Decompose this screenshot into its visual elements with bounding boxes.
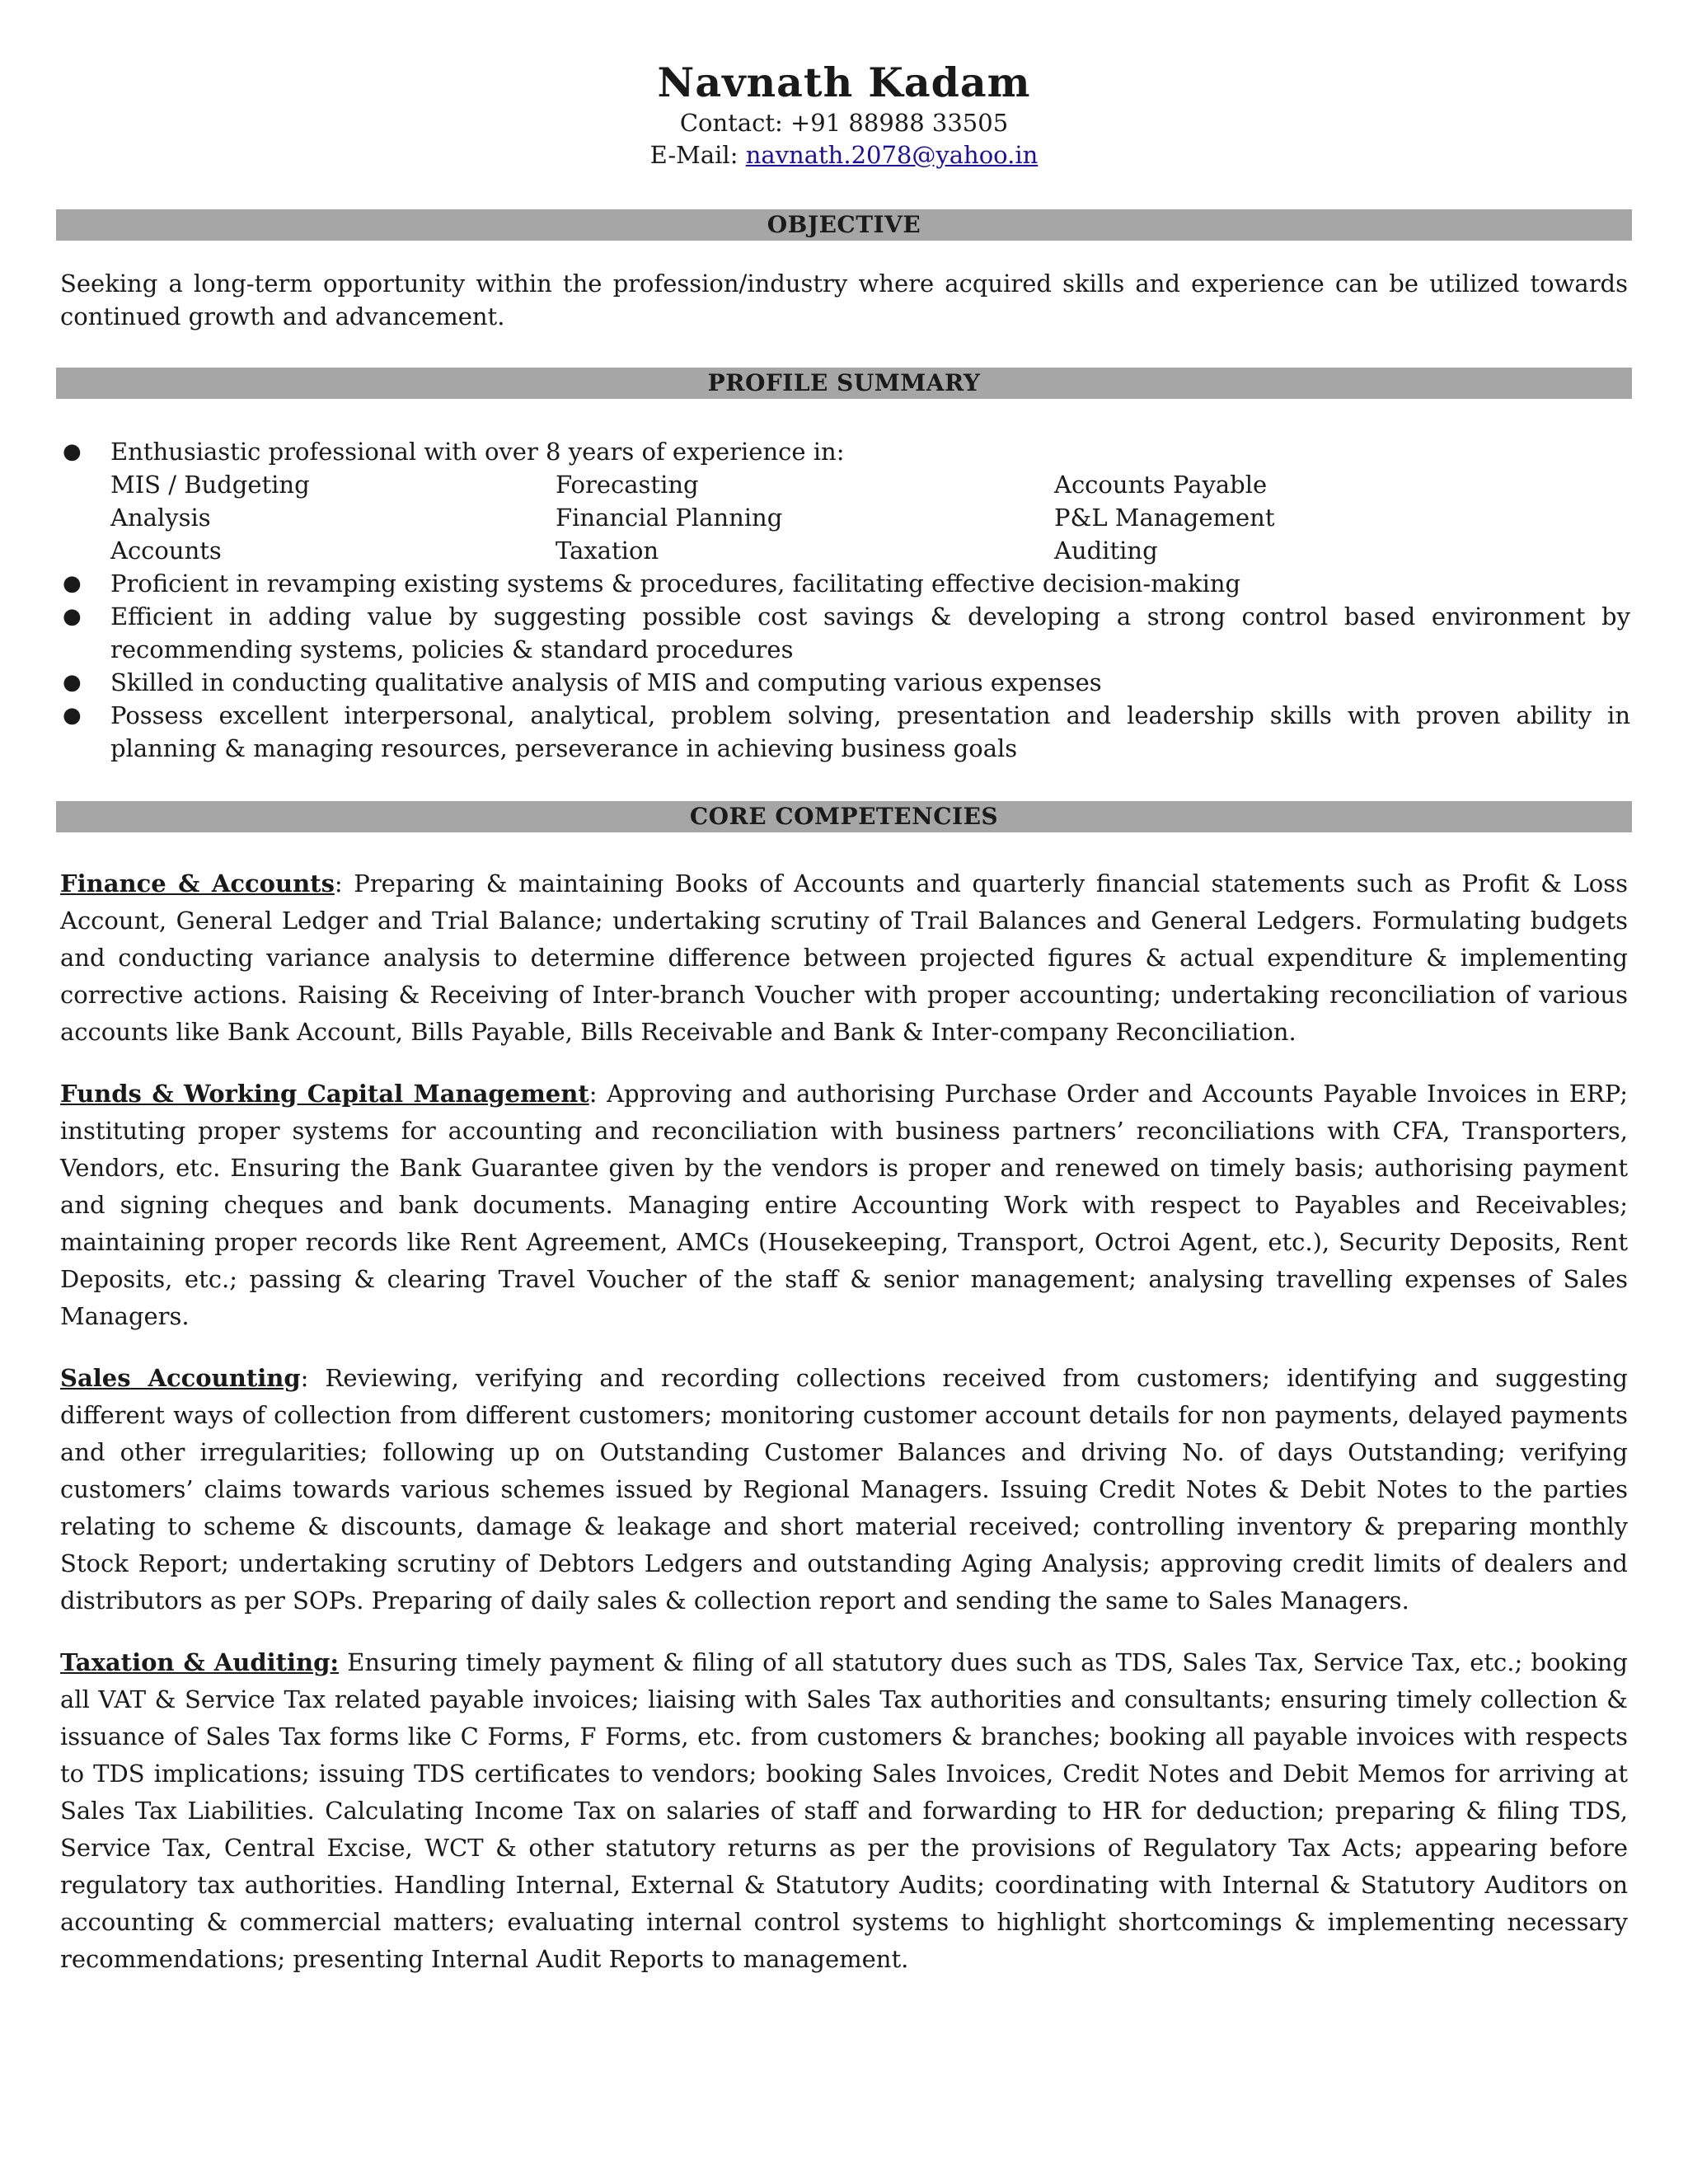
skill-item: MIS / Budgeting <box>110 471 310 499</box>
competency-heading: Finance & Accounts <box>60 869 335 898</box>
competency-separator: : <box>588 1080 598 1108</box>
section-header-core-competencies: CORE COMPETENCIES <box>56 801 1632 832</box>
competency-sales-accounting <box>60 1360 1628 1619</box>
skill-item: Taxation <box>556 537 659 565</box>
list-item <box>58 567 1630 600</box>
profile-intro: Enthusiastic professional with over 8 years of experience in: <box>110 438 845 466</box>
skill-item: Analysis <box>110 504 211 532</box>
skill-item: Financial Planning <box>556 504 783 532</box>
email-line <box>58 139 1630 171</box>
competency-taxation-auditing <box>60 1644 1628 1978</box>
competency-heading: Funds & Working Capital Management <box>60 1080 589 1108</box>
bullet-icon: ● <box>63 604 82 629</box>
competency-heading: Sales Accounting <box>60 1364 301 1392</box>
bullet-icon: ● <box>63 703 82 728</box>
profile-bullet-text: Skilled in conducting qualitative analysis of MIS and computing various expenses <box>110 668 1102 696</box>
email-link[interactable]: navnath.2078@yahoo.in <box>745 141 1039 169</box>
candidate-name: Navnath Kadam <box>657 59 1031 106</box>
profile-bullet-text: Possess excellent interpersonal, analytical, problem solving, presentation and leadership skills with proven ability in planning & managing resources, perseverance in achieving business goals <box>110 701 1630 762</box>
competency-text: Reviewing, verifying and recording collections received from customers; identifying and suggesting different ways of collection from different customers; monitoring customer account details for non payments, delayed payments and other irregularities; following up on Outstanding Customer Balances and driving No. of days Outstanding; verifying customers’ claims towards various schemes issued by Regional Managers. Issuing Credit Notes & Debit Notes to the parties relating to scheme & discounts, damage & leakage and short material received; controlling inventory & preparing monthly Stock Report; undertaking scrutiny of Debtors Ledgers and outstanding Aging Analysis; approving credit limits of dealers and distributors as per SOPs. Preparing of daily sales & collection report and sending the same to Sales Managers. <box>60 1364 1628 1615</box>
skills-grid <box>110 468 1630 567</box>
resume-header <box>58 58 1630 171</box>
email-label: E-Mail: <box>649 141 738 169</box>
competency-separator: : <box>334 869 343 898</box>
competency-text: Ensuring timely payment & filing of all statutory dues such as TDS, Sales Tax, Service Tax, etc.; booking all VAT & Service Tax related payable invoices; liaising with Sales Tax authorities and consultants; ensuring timely collection & issuance of Sales Tax forms like C Forms, F Forms, etc. from customers & branches; booking all payable invoices with respects to TDS implications; issuing TDS certificates to vendors; booking Sales Invoices, Credit Notes and Debit Memos for arriving at Sales Tax Liabilities. Calculating Income Tax on salaries of staff and forwarding to HR for deduction; preparing & filing TDS, Service Tax, Central Excise, WCT & other statutory returns as per the provisions of Regulatory Tax Acts; appearing before regulatory tax authorities. Handling Internal, External & Statutory Audits; coordinating with Internal & Statutory Auditors on accounting & commercial matters; evaluating internal control systems to highlight shortcomings & implementing necessary recommendations; presenting Internal Audit Reports to management. <box>60 1648 1628 1973</box>
competency-funds-working-capital <box>60 1076 1628 1335</box>
list-item <box>58 666 1630 699</box>
profile-bullet-text: Proficient in revamping existing systems & procedures, facilitating effective decision-making <box>110 569 1241 598</box>
competency-text: Approving and authorising Purchase Order and Accounts Payable Invoices in ERP; instituting proper systems for accounting and reconciliation with business partners’ reconciliations with CFA, Transporters, Vendors, etc. Ensuring the Bank Guarantee given by the vendors is proper and renewed on timely basis; authorising payment and signing cheques and bank documents. Managing entire Accounting Work with respect to Payables and Receivables; maintaining proper records like Rent Agreement, AMCs (Housekeeping, Transport, Octroi Agent, etc.), Security Deposits, Rent Deposits, etc.; passing & clearing Travel Voucher of the staff & senior management; analysing travelling expenses of Sales Managers. <box>60 1080 1628 1330</box>
bullet-icon: ● <box>63 439 82 464</box>
contact-label: Contact: <box>679 109 783 137</box>
contact-phone: +91 88988 33505 <box>790 109 1009 137</box>
competency-separator: : <box>300 1364 309 1392</box>
list-item <box>58 699 1630 765</box>
section-header-objective: OBJECTIVE <box>56 209 1632 241</box>
contact-line <box>58 107 1630 139</box>
skill-item: Auditing <box>1054 537 1158 565</box>
competency-heading: Taxation & Auditing: <box>60 1648 340 1676</box>
profile-bullet-text: Efficient in adding value by suggesting possible cost savings & developing a strong control based environment by recommending systems, policies & standard procedures <box>110 602 1630 663</box>
skill-item: Accounts <box>110 537 222 565</box>
objective-text: Seeking a long-term opportunity within the profession/industry where acquired skills and experience can be utilized towards continued growth and advancement. <box>60 269 1628 330</box>
bullet-icon: ● <box>63 571 82 596</box>
list-item <box>58 435 1630 567</box>
skill-item: Forecasting <box>556 471 699 499</box>
skill-item: P&L Management <box>1054 504 1275 532</box>
competency-finance-accounts <box>60 865 1628 1051</box>
list-item <box>58 600 1630 666</box>
bullet-icon: ● <box>63 670 82 695</box>
skill-item: Accounts Payable <box>1054 471 1268 499</box>
section-header-profile-summary: PROFILE SUMMARY <box>56 368 1632 399</box>
profile-summary-list <box>58 435 1630 765</box>
competency-text: Preparing & maintaining Books of Accounts and quarterly financial statements such as Profit & Loss Account, General Ledger and Trial Balance; undertaking scrutiny of Trail Balances and General Ledgers. Formulating budgets and conducting variance analysis to determine difference between projected figures & actual expenditure & implementing corrective actions. Raising & Receiving of Inter-branch Voucher with proper accounting; undertaking reconciliation of various accounts like Bank Account, Bills Payable, Bills Receivable and Bank & Inter-company Reconciliation. <box>60 869 1628 1046</box>
